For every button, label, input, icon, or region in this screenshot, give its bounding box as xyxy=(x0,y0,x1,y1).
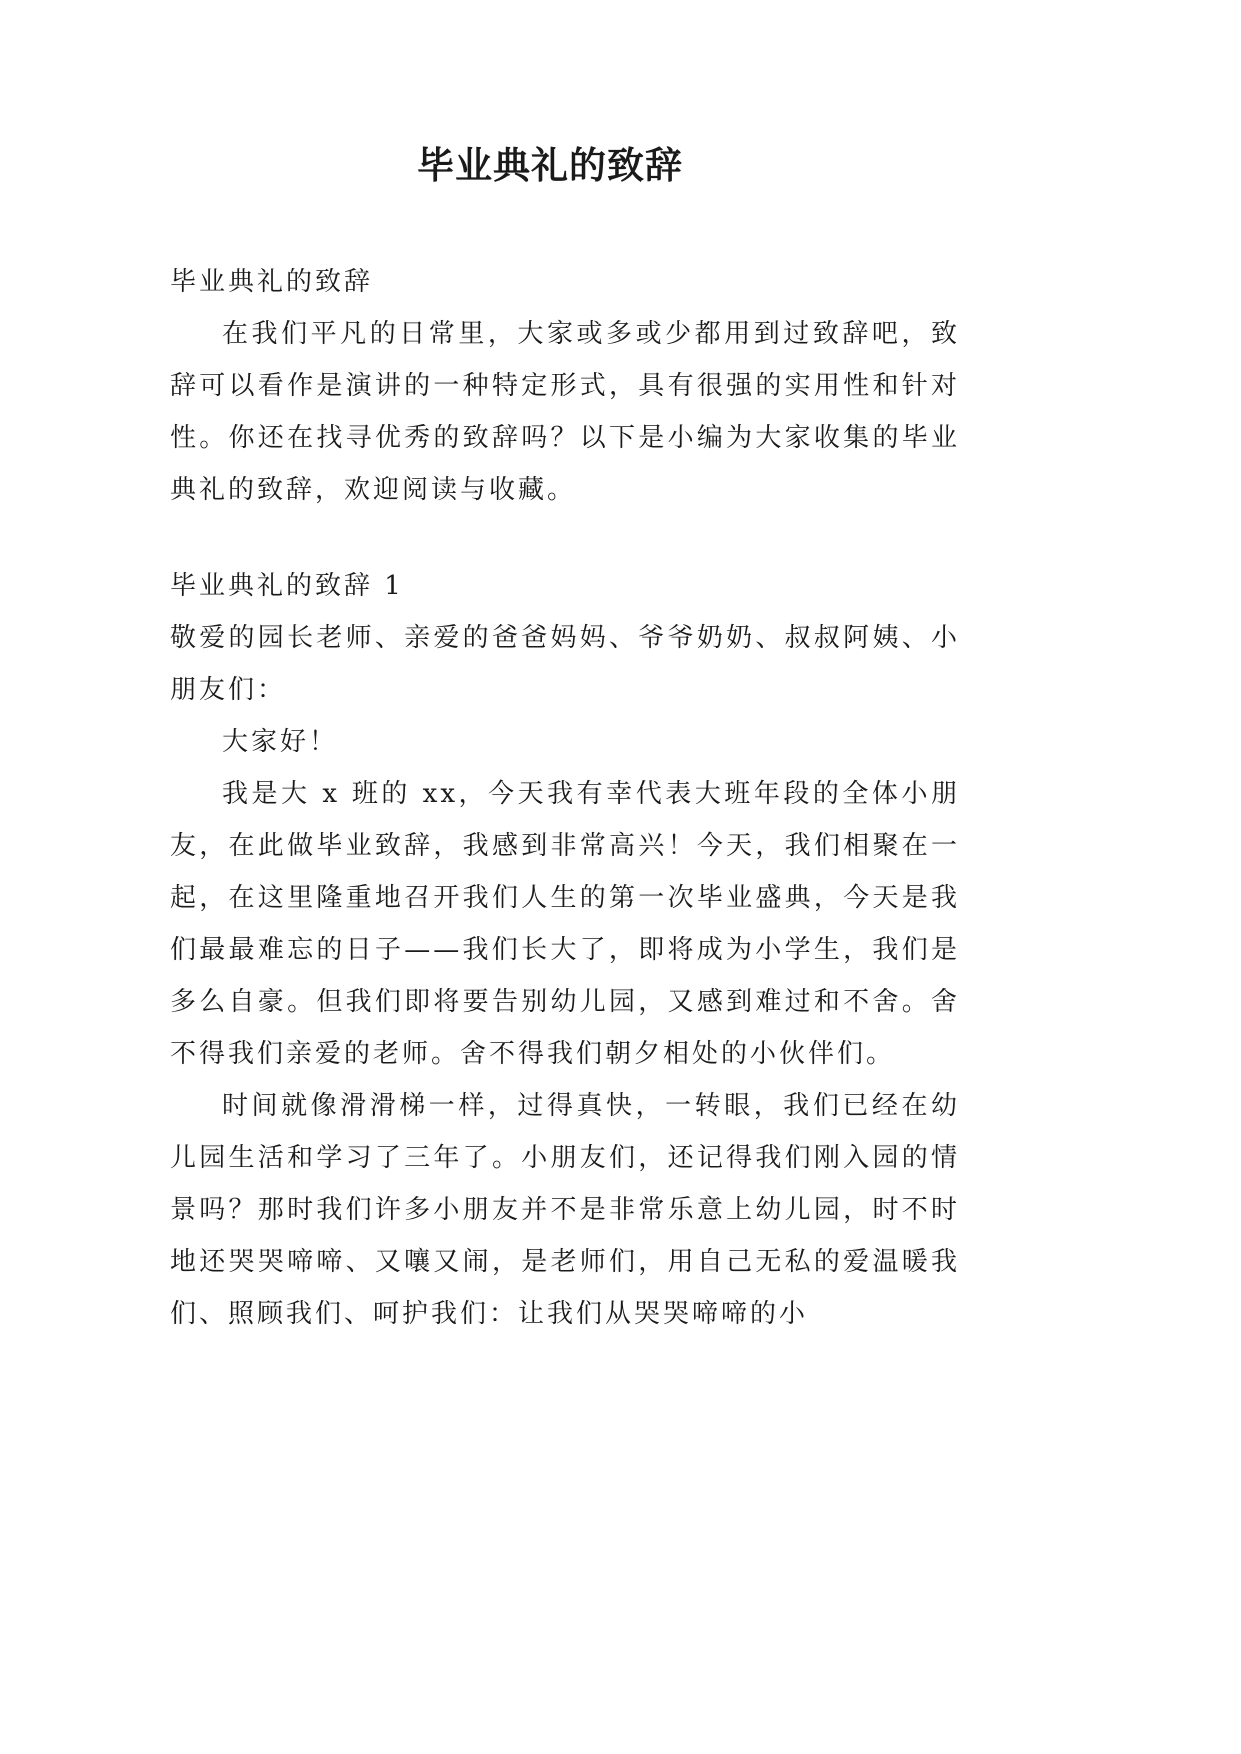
salutation-paragraph: 敬爱的园长老师、亲爱的爸爸妈妈、爷爷奶奶、叔叔阿姨、小朋友们： xyxy=(170,623,960,705)
body-paragraph-1: 我是大 x 班的 xx，今天我有幸代表大班年段的全体小朋友，在此做毕业致辞，我感到非常高兴！今天，我们相聚在一起，在这里隆重地召开我们人生的第一次毕业盛典，今天是我们最最难忘的日子——我们长大了，即将成为小学生，我们是多么自豪。但我们即将要告别幼儿园，又感到难过和不舍。舍不得我们亲爱的老师。舍不得我们朝夕相处的小伙伴们。 xyxy=(170,779,960,1069)
section-spacer xyxy=(170,516,960,560)
body-paragraph-2: 时间就像滑滑梯一样，过得真快，一转眼，我们已经在幼儿园生活和学习了三年了。小朋友们，还记得我们刚入园的情景吗？那时我们许多小朋友并不是非常乐意上幼儿园，时不时地还哭哭啼啼、又嚷又闹，是老师们，用自己无私的爱温暖我们、照顾我们、呵护我们：让我们从哭哭啼啼的小 xyxy=(170,1091,960,1329)
subtitle-line: 毕业典礼的致辞 xyxy=(170,267,374,297)
intro-paragraph: 在我们平凡的日常里，大家或多或少都用到过致辞吧，致辞可以看作是演讲的一种特定形式，具有很强的实用性和针对性。你还在找寻优秀的致辞吗？以下是小编为大家收集的毕业典礼的致辞，欢迎阅读与收藏。 xyxy=(170,319,960,505)
section-heading: 毕业典礼的致辞 1 xyxy=(170,571,404,601)
greeting-line: 大家好！ xyxy=(222,727,339,757)
document-body xyxy=(170,256,960,1340)
document-title: 毕业典礼的致辞 xyxy=(417,144,683,187)
